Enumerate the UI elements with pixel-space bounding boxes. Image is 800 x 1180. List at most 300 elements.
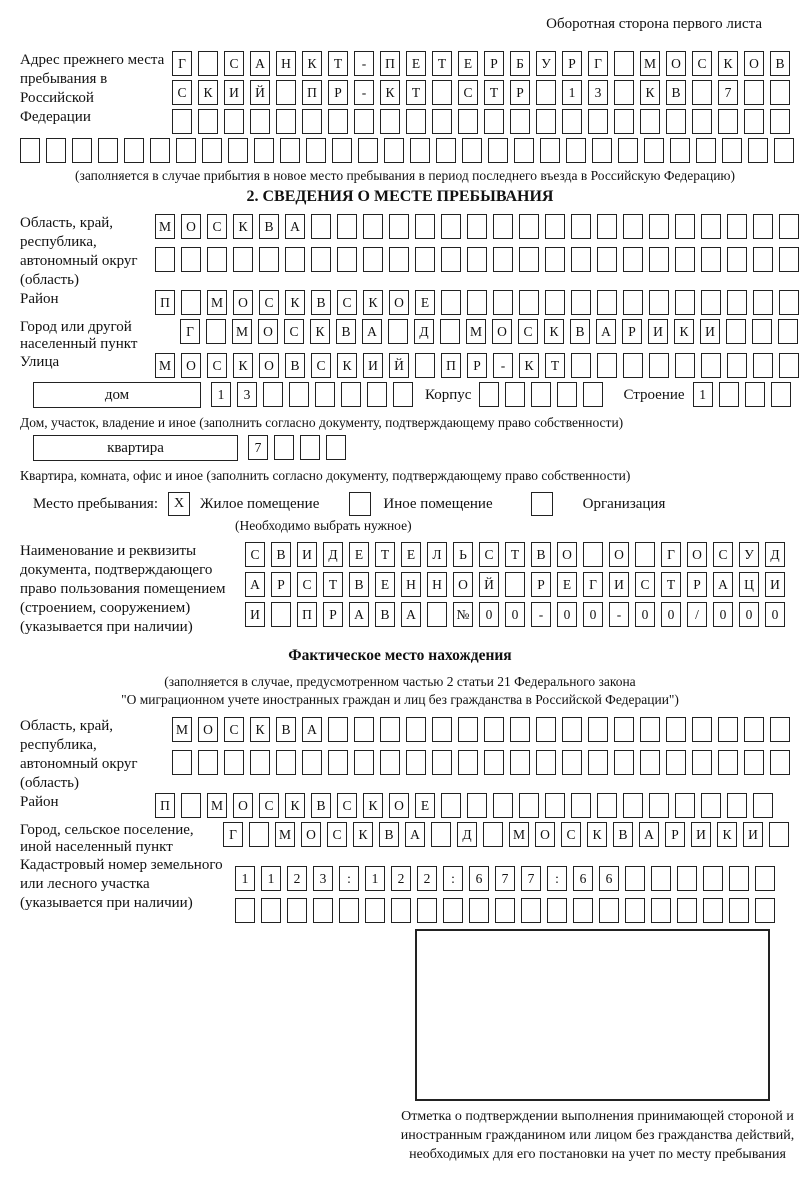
char-cell[interactable] [181,793,201,818]
char-cell[interactable]: В [349,572,369,597]
char-cell[interactable]: П [155,290,175,315]
checkbox-inoe[interactable] [349,492,371,516]
char-cell[interactable] [519,793,539,818]
char-cell[interactable]: С [635,572,655,597]
char-cell[interactable] [315,382,335,407]
char-cell[interactable]: В [276,717,296,742]
char-cell[interactable]: К [717,822,737,847]
char-cell[interactable]: О [198,717,218,742]
char-cell[interactable]: Т [661,572,681,597]
char-cell[interactable]: О [609,542,629,567]
char-cell[interactable]: С [224,717,244,742]
char-cell[interactable]: 6 [599,866,619,891]
char-cell[interactable] [431,822,451,847]
char-cell[interactable]: С [518,319,538,344]
char-cell[interactable]: С [327,822,347,847]
char-cell[interactable]: К [285,290,305,315]
char-cell[interactable] [467,214,487,239]
char-cell[interactable]: О [492,319,512,344]
char-cell[interactable] [380,109,400,134]
char-cell[interactable]: О [181,214,201,239]
char-cell[interactable] [484,109,504,134]
char-cell[interactable] [769,822,789,847]
char-cell[interactable]: И [224,80,244,105]
char-cell[interactable]: Р [531,572,551,597]
char-cell[interactable]: А [302,717,322,742]
char-cell[interactable] [545,214,565,239]
char-cell[interactable] [588,717,608,742]
char-cell[interactable]: М [207,793,227,818]
char-cell[interactable]: В [285,353,305,378]
char-cell[interactable] [651,898,671,923]
char-cell[interactable]: К [337,353,357,378]
char-cell[interactable]: Н [276,51,296,76]
char-cell[interactable] [124,138,144,163]
char-cell[interactable]: Р [484,51,504,76]
char-cell[interactable] [701,247,721,272]
char-cell[interactable]: А [713,572,733,597]
char-cell[interactable]: К [198,80,218,105]
char-cell[interactable] [332,138,352,163]
char-cell[interactable]: Г [588,51,608,76]
char-cell[interactable]: Г [180,319,200,344]
char-cell[interactable]: Е [406,51,426,76]
char-cell[interactable]: Е [415,793,435,818]
char-cell[interactable]: М [466,319,486,344]
char-cell[interactable] [675,290,695,315]
char-cell[interactable] [644,138,664,163]
char-cell[interactable]: К [363,793,383,818]
char-cell[interactable] [536,109,556,134]
char-cell[interactable]: К [674,319,694,344]
char-cell[interactable]: Д [457,822,477,847]
char-cell[interactable]: Р [562,51,582,76]
char-cell[interactable] [571,247,591,272]
char-cell[interactable] [614,717,634,742]
char-cell[interactable] [540,138,560,163]
char-cell[interactable] [651,866,671,891]
char-cell[interactable] [358,138,378,163]
char-cell[interactable]: В [666,80,686,105]
char-cell[interactable] [726,319,746,344]
char-cell[interactable]: К [233,353,253,378]
char-cell[interactable]: М [207,290,227,315]
char-cell[interactable] [311,214,331,239]
char-cell[interactable]: К [519,353,539,378]
char-cell[interactable]: Е [349,542,369,567]
char-cell[interactable] [770,750,790,775]
char-cell[interactable] [614,80,634,105]
char-cell[interactable] [436,138,456,163]
char-cell[interactable]: № [453,602,473,627]
char-cell[interactable] [753,353,773,378]
char-cell[interactable] [597,247,617,272]
char-cell[interactable] [326,435,346,460]
char-cell[interactable] [779,290,799,315]
char-cell[interactable]: 7 [495,866,515,891]
char-cell[interactable] [354,717,374,742]
char-cell[interactable]: И [363,353,383,378]
checkbox-zhiloe[interactable]: X [168,492,190,516]
char-cell[interactable] [521,898,541,923]
char-cell[interactable]: 7 [248,435,268,460]
char-cell[interactable] [752,319,772,344]
char-cell[interactable] [583,382,603,407]
char-cell[interactable] [406,717,426,742]
char-cell[interactable] [198,750,218,775]
char-cell[interactable]: Б [510,51,530,76]
char-cell[interactable] [677,898,697,923]
char-cell[interactable] [666,717,686,742]
char-cell[interactable]: К [353,822,373,847]
char-cell[interactable]: С [172,80,192,105]
char-cell[interactable] [172,750,192,775]
char-cell[interactable] [677,866,697,891]
char-cell[interactable]: С [297,572,317,597]
char-cell[interactable] [623,793,643,818]
char-cell[interactable] [207,247,227,272]
char-cell[interactable]: 3 [313,866,333,891]
char-cell[interactable]: И [700,319,720,344]
char-cell[interactable] [432,750,452,775]
char-cell[interactable]: К [302,51,322,76]
char-cell[interactable] [367,382,387,407]
char-cell[interactable] [365,898,385,923]
char-cell[interactable] [484,717,504,742]
char-cell[interactable] [380,717,400,742]
char-cell[interactable]: Е [375,572,395,597]
char-cell[interactable]: Р [687,572,707,597]
char-cell[interactable]: П [441,353,461,378]
char-cell[interactable] [493,247,513,272]
char-cell[interactable]: Р [510,80,530,105]
char-cell[interactable]: Р [323,602,343,627]
char-cell[interactable] [98,138,118,163]
char-cell[interactable] [649,353,669,378]
char-cell[interactable] [176,138,196,163]
char-cell[interactable]: 6 [573,866,593,891]
char-cell[interactable] [354,750,374,775]
char-cell[interactable] [562,717,582,742]
char-cell[interactable] [339,898,359,923]
char-cell[interactable]: К [587,822,607,847]
char-cell[interactable] [536,750,556,775]
char-cell[interactable] [701,214,721,239]
char-cell[interactable]: Р [665,822,685,847]
char-cell[interactable]: 2 [417,866,437,891]
char-cell[interactable]: К [544,319,564,344]
char-cell[interactable]: С [207,214,227,239]
char-cell[interactable] [519,247,539,272]
char-cell[interactable] [719,382,739,407]
char-cell[interactable]: 1 [365,866,385,891]
char-cell[interactable] [536,80,556,105]
char-cell[interactable]: : [339,866,359,891]
char-cell[interactable]: И [297,542,317,567]
char-cell[interactable] [744,750,764,775]
char-cell[interactable] [484,750,504,775]
char-cell[interactable]: 1 [261,866,281,891]
char-cell[interactable]: О [259,353,279,378]
char-cell[interactable] [744,109,764,134]
char-cell[interactable] [597,353,617,378]
char-cell[interactable] [467,290,487,315]
char-cell[interactable]: Т [484,80,504,105]
char-cell[interactable] [692,80,712,105]
char-cell[interactable]: К [380,80,400,105]
char-cell[interactable] [566,138,586,163]
char-cell[interactable]: Р [467,353,487,378]
char-cell[interactable]: Т [505,542,525,567]
char-cell[interactable] [649,214,669,239]
char-cell[interactable] [483,822,503,847]
char-cell[interactable]: С [284,319,304,344]
char-cell[interactable]: К [718,51,738,76]
char-cell[interactable] [441,247,461,272]
char-cell[interactable] [755,866,775,891]
char-cell[interactable]: - [609,602,629,627]
char-cell[interactable]: 0 [505,602,525,627]
char-cell[interactable]: И [609,572,629,597]
char-cell[interactable] [432,717,452,742]
char-cell[interactable]: 0 [739,602,759,627]
char-cell[interactable]: 1 [235,866,255,891]
char-cell[interactable] [235,898,255,923]
char-cell[interactable]: Т [432,51,452,76]
char-cell[interactable]: А [596,319,616,344]
char-cell[interactable] [510,750,530,775]
char-cell[interactable] [391,898,411,923]
char-cell[interactable]: Р [622,319,642,344]
char-cell[interactable] [271,602,291,627]
char-cell[interactable] [250,109,270,134]
char-cell[interactable]: И [743,822,763,847]
char-cell[interactable] [493,290,513,315]
char-cell[interactable] [779,247,799,272]
char-cell[interactable]: 6 [469,866,489,891]
char-cell[interactable]: 1 [562,80,582,105]
char-cell[interactable]: Е [415,290,435,315]
char-cell[interactable] [432,109,452,134]
char-cell[interactable]: В [336,319,356,344]
char-cell[interactable]: И [648,319,668,344]
char-cell[interactable]: Т [323,572,343,597]
char-cell[interactable] [640,717,660,742]
char-cell[interactable]: М [509,822,529,847]
char-cell[interactable] [261,898,281,923]
char-cell[interactable] [753,793,773,818]
char-cell[interactable]: 7 [521,866,541,891]
char-cell[interactable] [276,109,296,134]
char-cell[interactable] [287,898,307,923]
char-cell[interactable]: - [493,353,513,378]
char-cell[interactable]: Ц [739,572,759,597]
char-cell[interactable]: А [285,214,305,239]
char-cell[interactable]: Г [172,51,192,76]
char-cell[interactable] [701,793,721,818]
char-cell[interactable] [228,138,248,163]
char-cell[interactable]: С [259,290,279,315]
char-cell[interactable]: С [692,51,712,76]
char-cell[interactable] [467,247,487,272]
char-cell[interactable]: О [535,822,555,847]
char-cell[interactable]: Д [765,542,785,567]
char-cell[interactable]: - [354,80,374,105]
char-cell[interactable]: У [536,51,556,76]
char-cell[interactable]: В [531,542,551,567]
char-cell[interactable] [341,382,361,407]
char-cell[interactable] [441,290,461,315]
char-cell[interactable]: : [547,866,567,891]
char-cell[interactable]: Д [323,542,343,567]
char-cell[interactable] [488,138,508,163]
char-cell[interactable] [649,247,669,272]
char-cell[interactable] [562,109,582,134]
char-cell[interactable] [696,138,716,163]
char-cell[interactable]: И [765,572,785,597]
char-cell[interactable]: В [379,822,399,847]
char-cell[interactable] [744,80,764,105]
char-cell[interactable]: 7 [718,80,738,105]
char-cell[interactable]: К [310,319,330,344]
char-cell[interactable] [623,290,643,315]
char-cell[interactable]: М [232,319,252,344]
char-cell[interactable] [753,247,773,272]
char-cell[interactable] [181,247,201,272]
char-cell[interactable]: А [401,602,421,627]
char-cell[interactable]: М [155,214,175,239]
char-cell[interactable] [519,290,539,315]
char-cell[interactable] [311,247,331,272]
char-cell[interactable]: А [639,822,659,847]
char-cell[interactable] [623,353,643,378]
char-cell[interactable] [562,750,582,775]
char-cell[interactable] [531,382,551,407]
char-cell[interactable]: Е [401,542,421,567]
char-cell[interactable]: С [458,80,478,105]
char-cell[interactable]: О [258,319,278,344]
char-cell[interactable] [493,214,513,239]
char-cell[interactable] [571,793,591,818]
char-cell[interactable] [302,750,322,775]
char-cell[interactable] [770,109,790,134]
char-cell[interactable]: К [233,214,253,239]
char-cell[interactable]: Р [271,572,291,597]
char-cell[interactable] [388,319,408,344]
char-cell[interactable] [536,717,556,742]
char-cell[interactable] [415,214,435,239]
char-cell[interactable]: П [155,793,175,818]
char-cell[interactable] [718,717,738,742]
char-cell[interactable]: : [443,866,463,891]
char-cell[interactable]: О [301,822,321,847]
char-cell[interactable]: В [375,602,395,627]
char-cell[interactable] [573,898,593,923]
char-cell[interactable]: 0 [661,602,681,627]
char-cell[interactable] [443,898,463,923]
char-cell[interactable] [250,750,270,775]
char-cell[interactable]: Е [458,51,478,76]
char-cell[interactable] [666,750,686,775]
char-cell[interactable] [727,214,747,239]
char-cell[interactable]: Й [389,353,409,378]
char-cell[interactable]: Д [414,319,434,344]
char-cell[interactable] [300,435,320,460]
char-cell[interactable] [701,353,721,378]
char-cell[interactable] [393,382,413,407]
char-cell[interactable] [276,750,296,775]
char-cell[interactable] [718,750,738,775]
char-cell[interactable] [597,214,617,239]
char-cell[interactable]: 2 [391,866,411,891]
char-cell[interactable] [744,717,764,742]
char-cell[interactable] [583,542,603,567]
char-cell[interactable] [597,793,617,818]
char-cell[interactable]: 0 [713,602,733,627]
char-cell[interactable] [727,353,747,378]
char-cell[interactable] [755,898,775,923]
char-cell[interactable] [337,247,357,272]
char-cell[interactable] [692,717,712,742]
char-cell[interactable]: А [245,572,265,597]
char-cell[interactable]: Т [545,353,565,378]
char-cell[interactable]: О [233,290,253,315]
char-cell[interactable]: 0 [635,602,655,627]
char-cell[interactable] [224,109,244,134]
char-cell[interactable] [458,750,478,775]
char-cell[interactable] [770,80,790,105]
char-cell[interactable] [155,247,175,272]
char-cell[interactable] [623,214,643,239]
char-cell[interactable] [505,572,525,597]
char-cell[interactable] [592,138,612,163]
char-cell[interactable] [753,214,773,239]
char-cell[interactable]: С [224,51,244,76]
char-cell[interactable] [692,750,712,775]
char-cell[interactable] [328,717,348,742]
char-cell[interactable] [462,138,482,163]
char-cell[interactable]: О [687,542,707,567]
char-cell[interactable] [727,247,747,272]
char-cell[interactable]: И [691,822,711,847]
char-cell[interactable] [493,793,513,818]
char-cell[interactable] [259,247,279,272]
char-cell[interactable]: / [687,602,707,627]
char-cell[interactable] [519,214,539,239]
char-cell[interactable]: Е [557,572,577,597]
char-cell[interactable] [623,247,643,272]
char-cell[interactable] [701,290,721,315]
char-cell[interactable] [389,247,409,272]
char-cell[interactable] [625,866,645,891]
char-cell[interactable]: 0 [583,602,603,627]
char-cell[interactable] [614,109,634,134]
char-cell[interactable]: А [250,51,270,76]
char-cell[interactable]: М [275,822,295,847]
char-cell[interactable] [614,750,634,775]
char-cell[interactable] [389,214,409,239]
char-cell[interactable] [206,319,226,344]
char-cell[interactable] [774,138,794,163]
char-cell[interactable] [417,898,437,923]
char-cell[interactable] [172,109,192,134]
char-cell[interactable] [510,109,530,134]
char-cell[interactable] [545,793,565,818]
char-cell[interactable]: М [640,51,660,76]
char-cell[interactable] [779,214,799,239]
char-cell[interactable] [597,290,617,315]
char-cell[interactable]: К [363,290,383,315]
